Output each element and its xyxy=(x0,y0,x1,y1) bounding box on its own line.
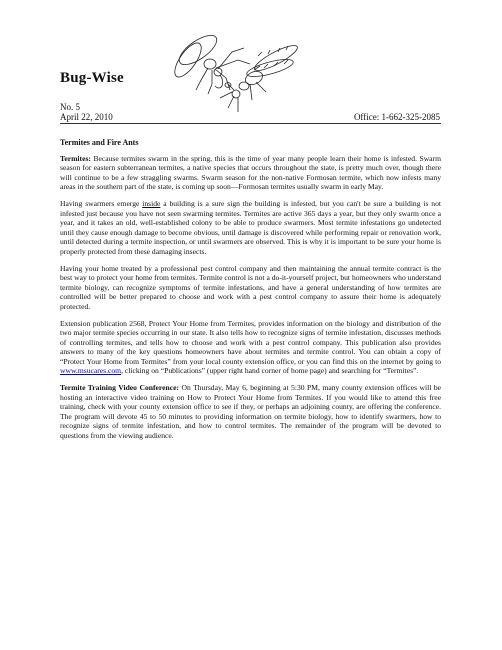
insect-illustration xyxy=(158,12,308,122)
article-heading: Termites and Fire Ants xyxy=(60,138,139,147)
office-phone: Office: 1-662-325-2085 xyxy=(353,112,440,122)
paragraph-text: On Thursday, May 6, beginning at 5:30 PM, many county extension offices will be hosting an interactive video training on How to Protect Your Home from Termites. If you would like to attend this free training, check with your county extension office to see if they, or perhaps an adjoining county, are offering the conference. The program will devote 45 to 50 minutes to providing information on termite biology, how to identify swarmers, how to recognize signs of termite infestation, and how to control termites. The remainder of the program will be devoted to questions from the viewing audience. xyxy=(60,383,441,440)
header-divider xyxy=(60,123,441,124)
underlined-word: inside xyxy=(142,199,161,208)
msucares-link[interactable]: www.msucares.com xyxy=(60,366,122,375)
paragraph-lead: Termite Training Video Conference: xyxy=(60,383,179,392)
paragraph-text: , clicking on “Publications” (upper right hand corner of home page) and searching for “Termites”. xyxy=(121,366,419,375)
paragraph-swarmers xyxy=(60,199,441,256)
article-body xyxy=(60,138,441,448)
paragraph-termites xyxy=(60,154,441,192)
newsletter-title: Bug-Wise xyxy=(60,70,124,86)
issue-date: April 22, 2010 xyxy=(60,112,113,122)
paragraph-text: Having swarmers emerge xyxy=(60,199,143,208)
paragraph-publication xyxy=(60,319,441,376)
paragraph-text: Extension publication 2568, Protect Your Home from Termites, provides information on the biology and distribution of the two major termite species occurring in our state. It also tells how to recognize signs of termite infestation, discusses methods of controlling termites, and tells how to choose and work with a pest control company. This publication also provides answers to many of the key questions homeowners have about termites and termite control. You can obtain a copy of “Protect Your Home from Termites” from your local county extension office, or you can find this on the internet by going to xyxy=(60,318,441,366)
paragraph-treatment: Having your home treated by a professional pest control company and then maintaining the annual termite contract is the best way to protect your home from termites. Termite control is not a do-it-yourself project, but homeowners who understand termite biology, can recognize symptoms of termite infestations, and have a general understanding of how termites are controlled will be better prepared to choose and work with a pest control company to assure their home is adequately protected. xyxy=(60,263,441,311)
paragraph-text: Because termites swarm in the spring, this is the time of year many people learn their home is infested. Swarm season for eastern subterranean termites, a native species that occurs throughout the state, is pretty much over, though there will continue to be a few straggling swarms. Swarm season for the non-native Formosan termite, which now infests many areas in the southern part of the state, is coming up soon—Formosan termites usually swarm in early May. xyxy=(60,153,441,191)
paragraph-lead: Termites: xyxy=(60,153,91,163)
issue-number: No. 5 xyxy=(60,102,80,112)
paragraph-video-conference xyxy=(60,383,441,440)
paragraph-text: a building is a sure sign the building is infested, but you can't be sure a building is not infested just because you have not seen swarming termites. Termites are active 365 days a year, but they only swarm once a year, and it takes an old, well-established colony to be able to produce swarmers. Most termite infestations go undetected until they cause enough damage to become obvious, until damage is discovered while performing repair or renovation work, until detected during a termite inspection, or until swarmers are observed. This is why it is important to be sure your home is properly protected from these damaging insects. xyxy=(60,199,441,256)
issue-info-row xyxy=(60,112,440,122)
